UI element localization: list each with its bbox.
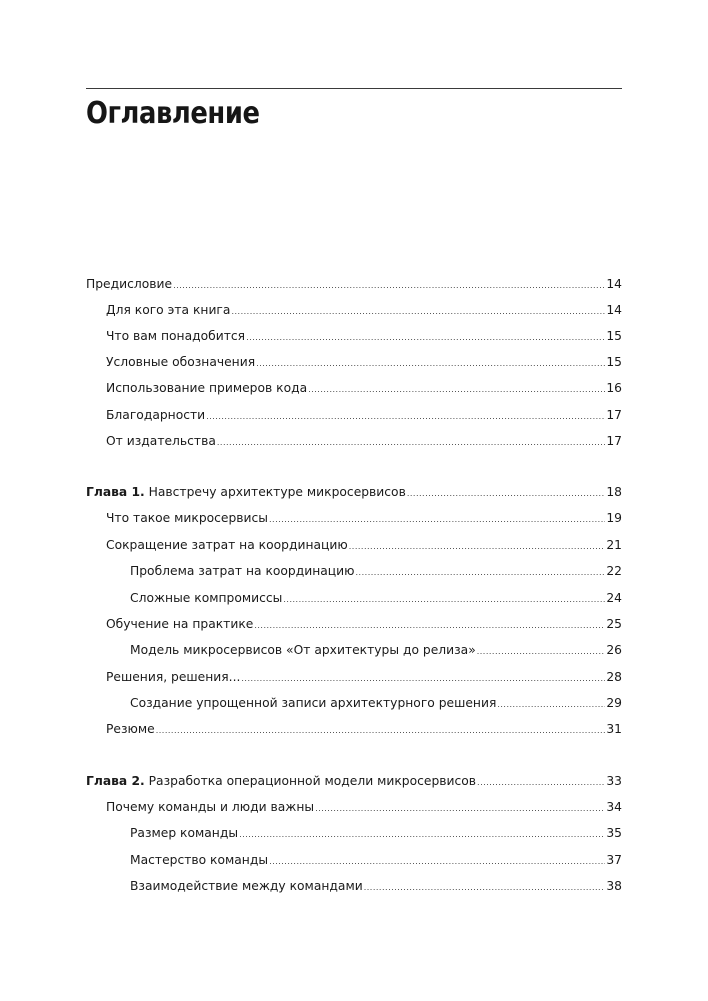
dot-leader: [349, 539, 606, 555]
page-title: Оглавление: [86, 96, 260, 131]
toc-entry-title: [130, 695, 496, 711]
dot-leader: [156, 723, 606, 739]
toc-entry: [106, 380, 622, 398]
toc-entry-title: [130, 825, 238, 841]
dot-leader: [256, 356, 605, 372]
toc-page-number: 35: [606, 826, 622, 840]
toc-page-number: 31: [606, 722, 622, 736]
dot-leader: [254, 618, 605, 634]
toc-page-number: 33: [606, 774, 622, 788]
toc-entry: [130, 642, 622, 660]
toc-page-number: 24: [606, 591, 622, 605]
toc-page-number: 28: [606, 670, 622, 684]
dot-leader: [239, 827, 605, 843]
toc-page-number: 37: [606, 853, 622, 867]
toc-entry-text: Предисловие: [86, 277, 173, 291]
toc-entry: [106, 537, 622, 555]
toc-entry-title: [106, 616, 253, 632]
toc-entry-text: Резюме: [106, 722, 155, 736]
toc-entry-title: [86, 773, 476, 789]
toc-entry-title: [106, 302, 230, 318]
toc-entry: [130, 825, 622, 843]
toc-page-number: 21: [606, 538, 622, 552]
toc-page-number: 34: [606, 800, 622, 814]
toc-entry-title: [106, 354, 255, 370]
toc-entry: [130, 590, 622, 608]
toc-page-number: 14: [606, 277, 622, 291]
toc-entry-text: Размер команды: [130, 826, 239, 840]
toc-entry: [130, 563, 622, 581]
toc-entry-text: Благодарности: [106, 408, 206, 422]
toc-entry-title: [130, 878, 363, 894]
toc-page-number: 14: [606, 303, 622, 317]
toc-entry: [86, 276, 622, 294]
toc-entry-title: [130, 642, 476, 658]
toc-entry: [106, 328, 622, 346]
toc-entry-text: Взаимодействие между командами: [130, 879, 363, 893]
dot-leader: [315, 801, 605, 817]
toc-entry-text: Навстречу архитектуре микросервисов: [144, 485, 406, 499]
toc-entry-text: Решения, решения...: [106, 670, 241, 684]
toc-entry-text: Что такое микросервисы: [106, 511, 269, 525]
dot-leader: [407, 486, 606, 502]
toc-entry: [86, 484, 622, 502]
toc-page-number: 29: [606, 696, 622, 710]
toc-entry-title: [106, 721, 155, 737]
toc-entry-text: От издательства: [106, 434, 216, 448]
toc-entry: [106, 721, 622, 739]
dot-leader: [241, 671, 605, 687]
toc-entry-title: [86, 484, 406, 500]
toc-entry-text: Мастерство команды: [130, 853, 269, 867]
toc-entry-title: [86, 276, 172, 292]
dot-leader: [269, 512, 605, 528]
toc-entry-title: [106, 407, 205, 423]
toc-entry-title: [106, 799, 314, 815]
toc-entry-title: [106, 380, 307, 396]
toc-entry-text: Для кого эта книга: [106, 303, 231, 317]
toc-page-number: 25: [606, 617, 622, 631]
toc-entry-text: Сложные компромиссы: [130, 591, 283, 605]
toc-entry: [130, 878, 622, 896]
dot-leader: [269, 854, 605, 870]
toc-entry-title: [106, 537, 348, 553]
toc-entry: [106, 354, 622, 372]
toc-entry-title: [130, 852, 268, 868]
dot-leader: [308, 382, 605, 398]
toc-entry-title: [106, 433, 216, 449]
toc-page-number: 15: [606, 355, 622, 369]
dot-leader: [364, 880, 606, 896]
dot-leader: [206, 409, 605, 425]
toc-page-number: 17: [606, 408, 622, 422]
dot-leader: [173, 278, 605, 294]
toc-entry-title: [130, 563, 355, 579]
dot-leader: [497, 697, 605, 713]
toc-entry-title: [106, 510, 268, 526]
chapter-label: Глава 2.: [86, 774, 145, 788]
toc-entry-title: [130, 590, 282, 606]
dot-leader: [231, 304, 605, 320]
toc-entry: [130, 852, 622, 870]
dot-leader: [477, 775, 605, 791]
toc-entry-text: Проблема затрат на координацию: [130, 564, 355, 578]
dot-leader: [246, 330, 605, 346]
toc-entry-text: Использование примеров кода: [106, 381, 308, 395]
toc-page-number: 18: [606, 485, 622, 499]
toc-entry-text: Что вам понадобится: [106, 329, 246, 343]
toc-entry-text: Почему команды и люди важны: [106, 800, 315, 814]
toc-entry-text: Обучение на практике: [106, 617, 254, 631]
dot-leader: [283, 592, 605, 608]
toc-entry-text: Разработка операционной модели микросервисов: [144, 774, 477, 788]
toc-entry: [106, 433, 622, 451]
toc-entry: [106, 799, 622, 817]
dot-leader: [356, 565, 606, 581]
toc-entry: [106, 510, 622, 528]
toc-page-number: 15: [606, 329, 622, 343]
toc-entry: [130, 695, 622, 713]
toc-entry: [86, 773, 622, 791]
chapter-label: Глава 1.: [86, 485, 145, 499]
toc-entry-text: Условные обозначения: [106, 355, 256, 369]
toc-entry: [106, 616, 622, 634]
toc-entry-text: Создание упрощенной записи архитектурного решения: [130, 696, 497, 710]
toc-entry: [106, 407, 622, 425]
toc-entry: [106, 669, 622, 687]
toc-page-number: 19: [606, 511, 622, 525]
toc-page-number: 17: [606, 434, 622, 448]
toc-entry: [106, 302, 622, 320]
toc-entry-text: Модель микросервисов «От архитектуры до релиза»: [130, 643, 476, 657]
dot-leader: [477, 644, 606, 660]
toc-page-number: 26: [606, 643, 622, 657]
dot-leader: [217, 435, 605, 451]
toc-page-number: 38: [606, 879, 622, 893]
toc-entry-title: [106, 328, 245, 344]
toc-page-number: 22: [606, 564, 622, 578]
toc-page-number: 16: [606, 381, 622, 395]
toc-entry-text: Сокращение затрат на координацию: [106, 538, 348, 552]
toc-entry-title: [106, 669, 240, 685]
